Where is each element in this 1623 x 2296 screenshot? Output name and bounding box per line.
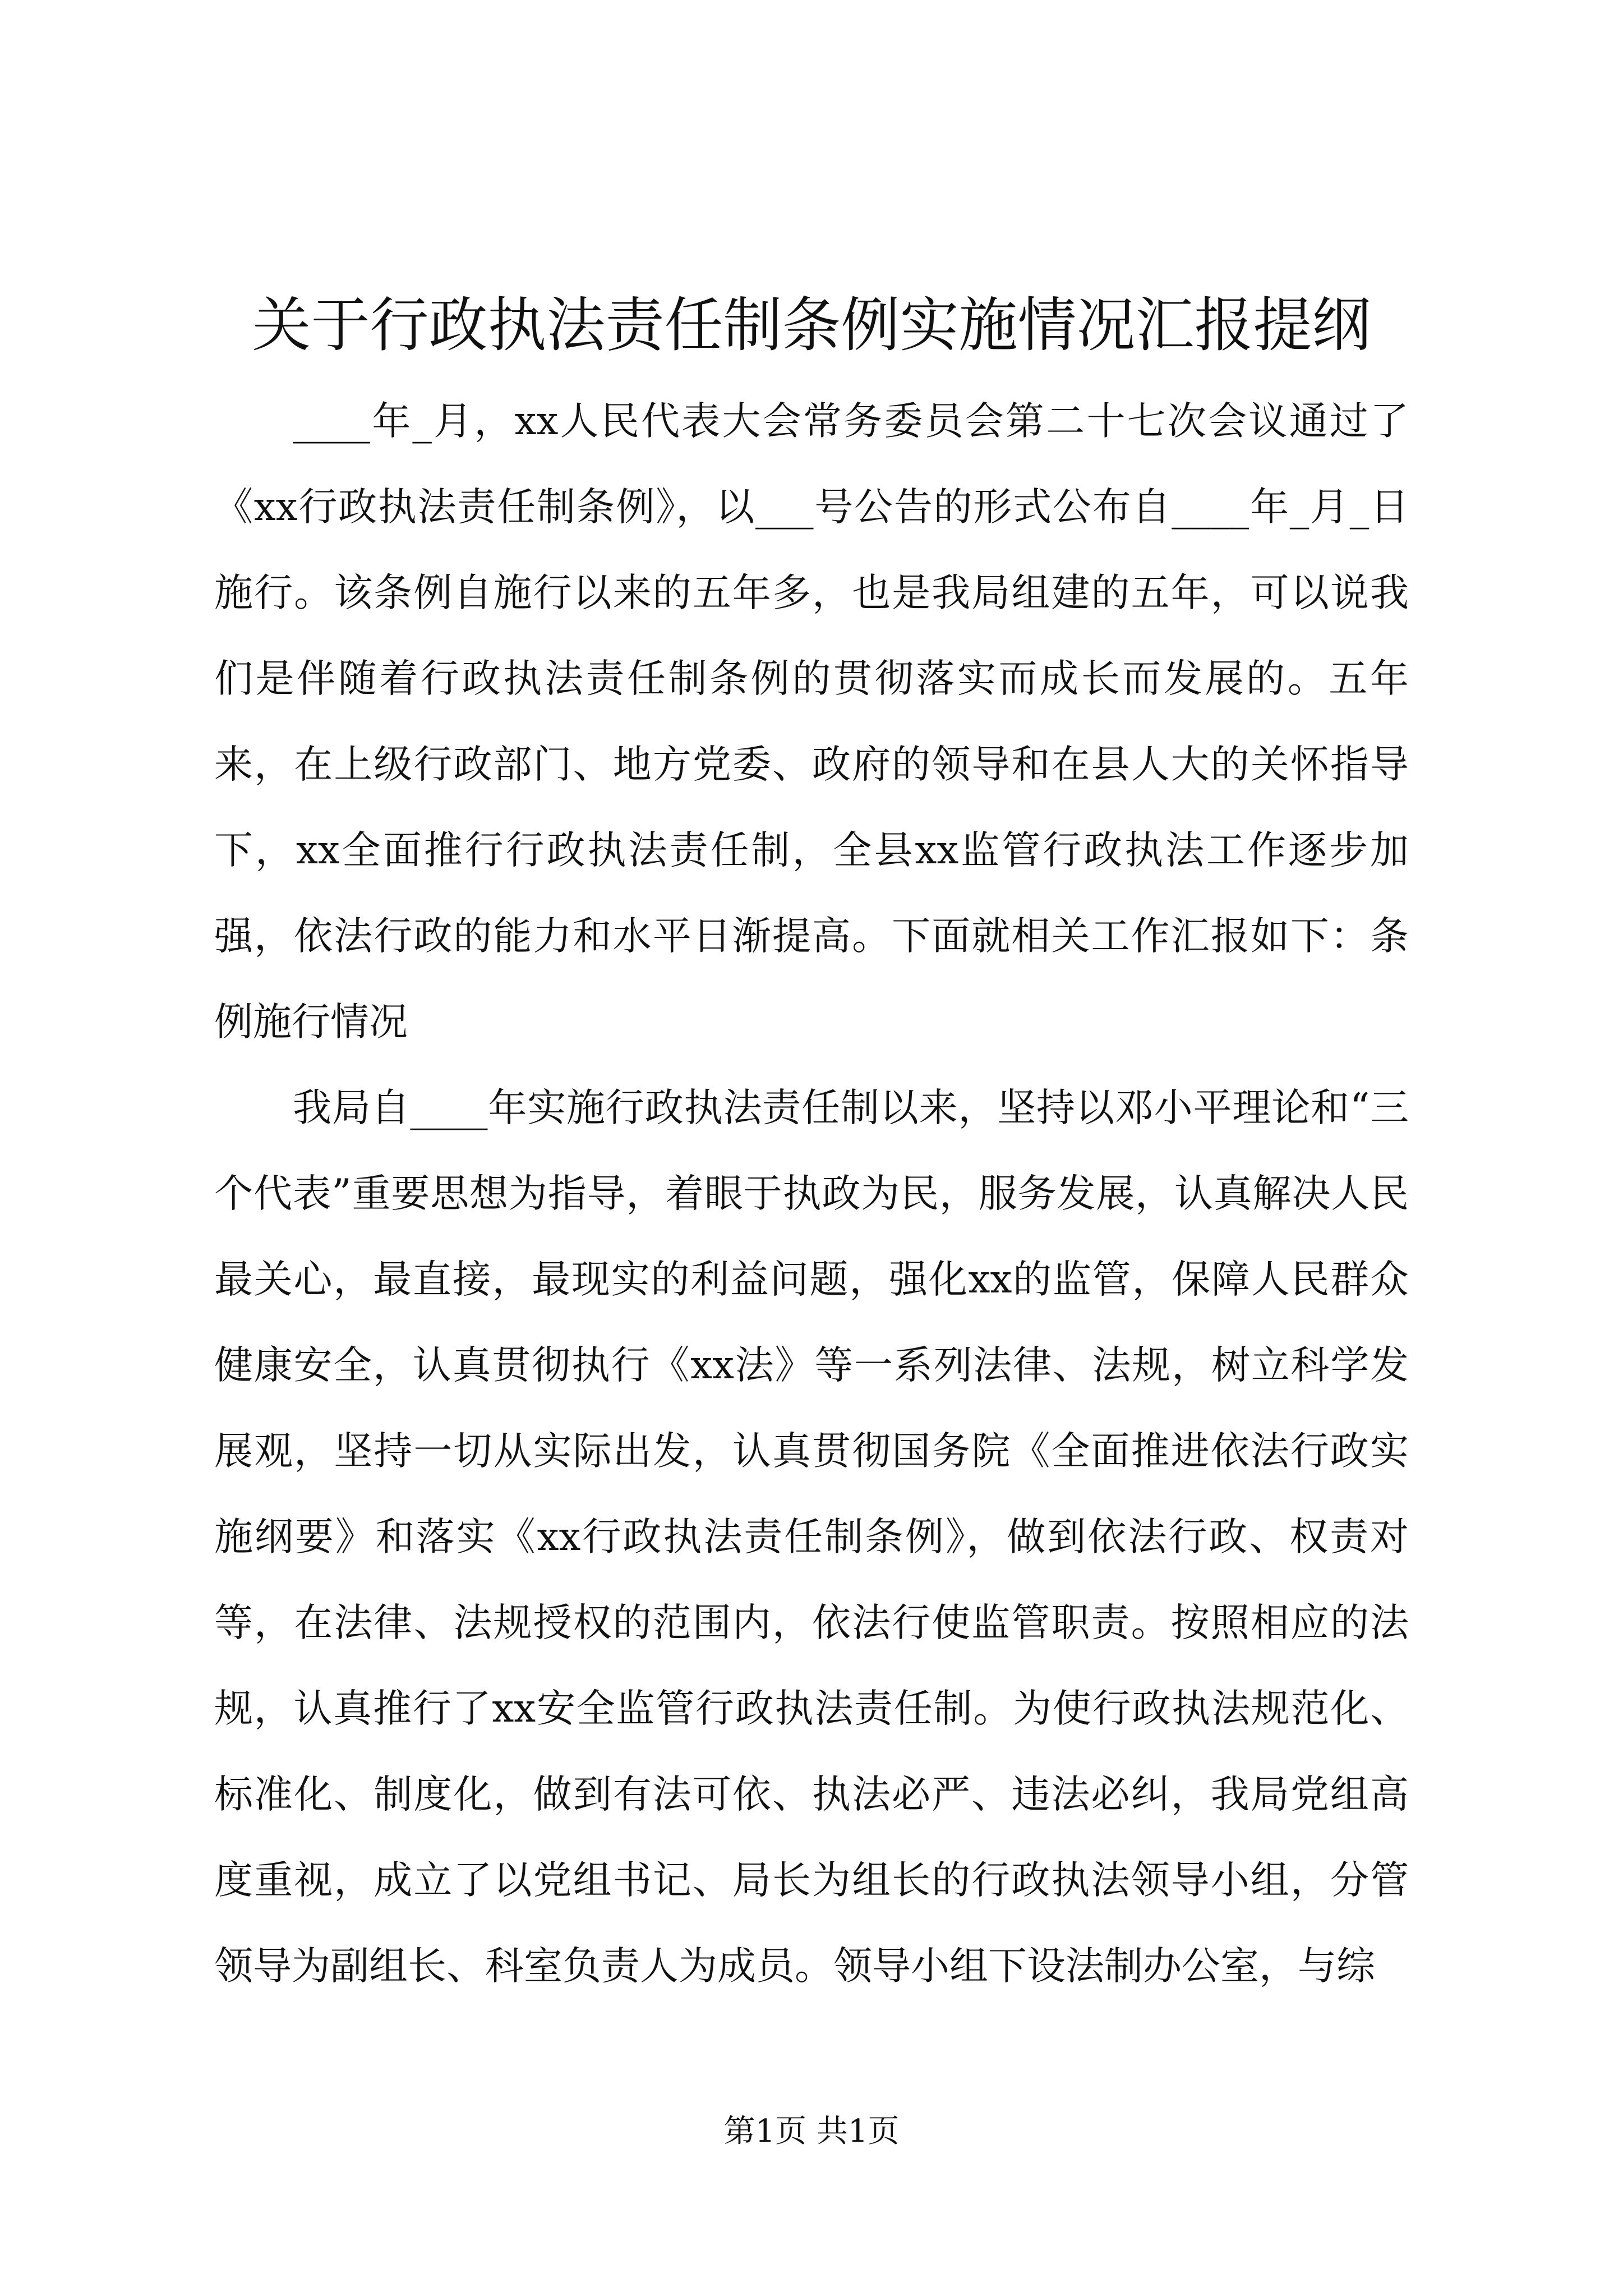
document-title: 关于行政执法责任制条例实施情况汇报提纲 xyxy=(252,291,1371,360)
paragraph-1: ____年_月，xx人民代表大会常务委员会第二十七次会议通过了《xx行政执法责任制条例》，以___号公告的形式公布自____年_月_日施行。该条例自施行以来的五年多，也是我局组建的五年，可以说我们是伴随着行政执法责任制条例的贯彻落实而成长而发展的。五年来，在上级行政部门、地方党委、政府的领导和在县人大的关怀指导下，xx全面推行行政执法责任制，全县xx监管行政执法工作逐步加强，依法行政的能力和水平日渐提高。下面就相关工作汇报如下：条例施行情况 xyxy=(214,399,1409,1045)
paragraph-2: 我局自____年实施行政执法责任制以来，坚持以邓小平理论和“三个代表”重要思想为指导，着眼于执政为民，服务发展，认真解决人民最关心，最直接，最现实的利益问题，强化xx的监管，保障人民群众健康安全，认真贯彻执行《xx法》等一系列法律、法规，树立科学发展观，坚持一切从实际出发，认真贯彻国务院《全面推进依法行政实施纲要》和落实《xx行政执法责任制条例》，做到依法行政、权责对等，在法律、法规授权的范围内，依法行使监管职责。按照相应的法规，认真推行了xx安全监管行政执法责任制。为使行政执法规范化、标准化、制度化，做到有法可依、执法必严、违法必纠，我局党组高度重视，成立了以党组书记、局长为组长的行政执法领导小组，分管领导为副组长、科室负责人为成员。领导小组下设法制办公室，与综 xyxy=(214,1085,1409,1989)
page-footer: 第1页 共1页 xyxy=(723,2113,900,2150)
document-body xyxy=(214,379,1409,2009)
